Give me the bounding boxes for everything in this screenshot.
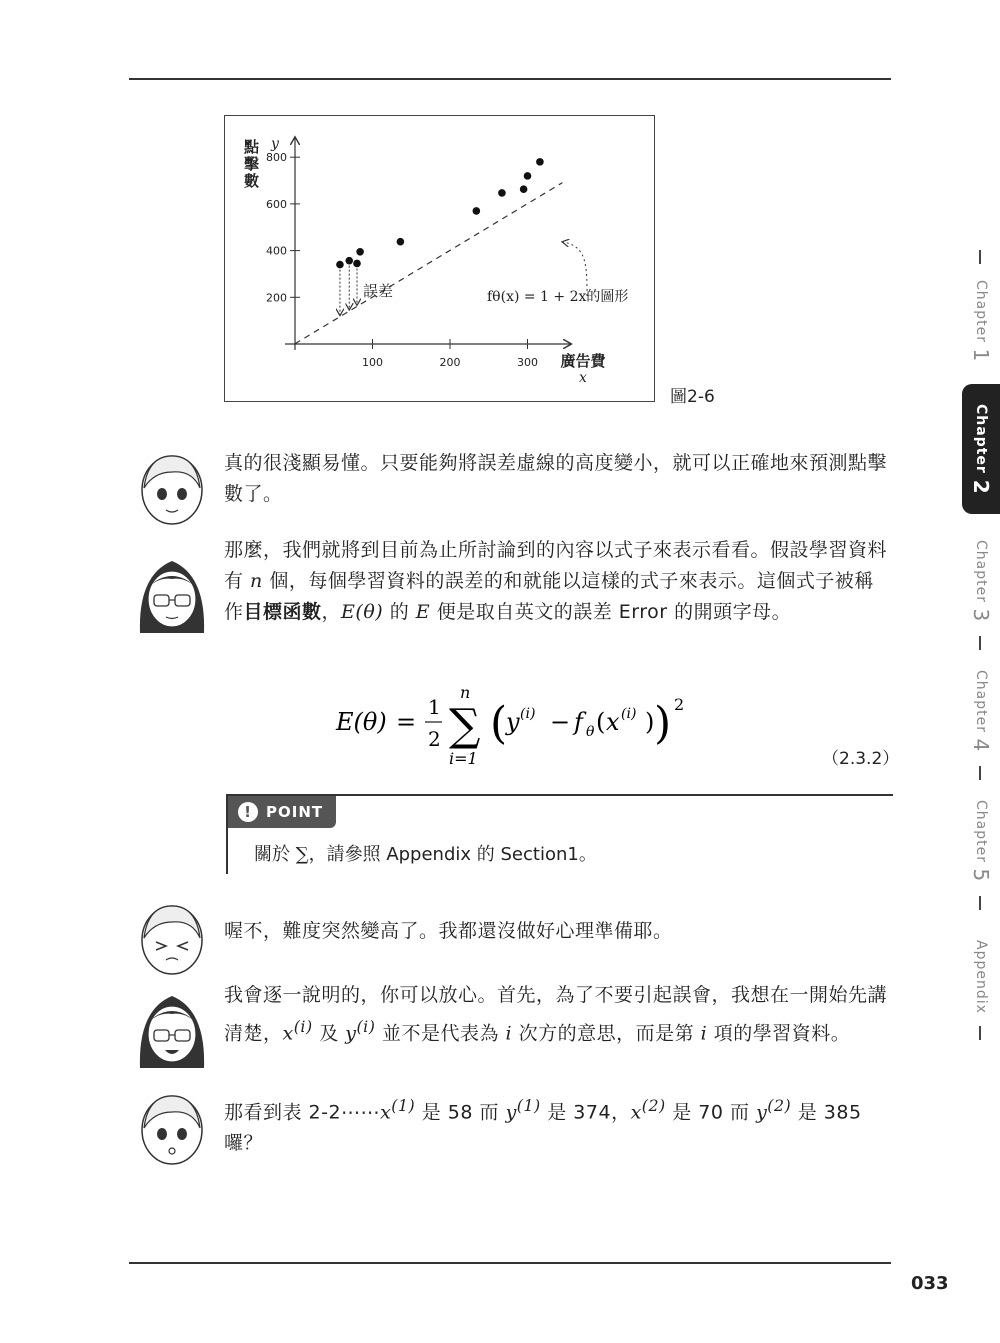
y-axis-variable: y bbox=[271, 136, 279, 152]
objective-function-equation bbox=[336, 683, 696, 784]
data-point bbox=[353, 260, 361, 268]
point-label: POINT bbox=[266, 803, 324, 821]
x-axis-variable: x bbox=[579, 370, 587, 386]
y-axis-label-char: 擊 bbox=[244, 155, 260, 173]
svg-text:x: x bbox=[606, 708, 620, 736]
data-point bbox=[536, 158, 544, 166]
dialogue-5-text: 那看到表 $2-2\cdots\cdots x^{(1)}$ 是 58 而 $y^{(1)}$ 是 374，$x^{(2)}$ 是 70 而 $y^{(2)}$ 是 385 囉？ bbox=[224, 1096, 862, 1155]
scatter-chart bbox=[225, 116, 654, 401]
regression-line bbox=[295, 183, 562, 344]
dialogue-2-text: 那麼，我們就將到目前為止所討論到的內容以式子來表示看看。假設學習資料有 n 個，每個學習資料的誤差的和就能以這樣的式子來表示。這個式子被稱作目標函數，E(θ) 的 E 便是取自英文的誤差 Error 的開頭字母。 bbox=[224, 539, 888, 623]
svg-text:f: f bbox=[574, 708, 583, 736]
girl-light-hair-surprised-avatar-icon bbox=[134, 898, 210, 978]
svg-text:i=1: i=1 bbox=[449, 749, 478, 768]
y-tick-label: 200 bbox=[266, 291, 287, 305]
dialogue-1-text: 真的很淺顯易懂。只要能夠將誤差虛線的高度變小，就可以正確地來預測點擊數了。 bbox=[224, 452, 888, 505]
data-point bbox=[397, 238, 405, 246]
footer-rule bbox=[129, 1262, 891, 1264]
x-axis-label: 廣告費 bbox=[560, 352, 606, 370]
girl-light-hair-thinking-avatar-icon bbox=[134, 1088, 210, 1168]
girl-glasses-avatar-icon bbox=[134, 555, 210, 635]
exclamation-icon: ! bbox=[238, 802, 258, 822]
x-tick-label: 100 bbox=[362, 356, 383, 369]
chapter-tab-5[interactable]: Chapter 5 bbox=[969, 800, 993, 883]
y-axis-label-char: 點 bbox=[244, 138, 260, 156]
equation-number: （2.3.2） bbox=[822, 749, 900, 769]
chapter-tab-2[interactable]: Chapter 2 bbox=[962, 384, 1000, 514]
x-tick-label: 300 bbox=[517, 356, 538, 369]
figure-caption: 圖2-6 bbox=[670, 387, 715, 407]
point-text: 關於 ∑，請參照 Appendix 的 Section1。 bbox=[254, 844, 597, 865]
y-axis-label-char: 數 bbox=[244, 172, 260, 190]
x-tick-label: 200 bbox=[439, 356, 461, 369]
y-tick-label: 600 bbox=[266, 197, 287, 211]
data-point bbox=[498, 189, 506, 197]
svg-text:): ) bbox=[645, 708, 655, 736]
svg-text:1: 1 bbox=[428, 695, 441, 719]
svg-text:y: y bbox=[506, 708, 520, 736]
scatter-figure bbox=[224, 115, 655, 402]
error-label: 誤差 bbox=[363, 282, 394, 300]
point-tag bbox=[228, 796, 336, 828]
chapter-divider bbox=[979, 1026, 981, 1040]
svg-text:n: n bbox=[460, 683, 471, 702]
left-paren: ( bbox=[490, 698, 508, 749]
chapter-divider bbox=[979, 250, 981, 264]
svg-text:2: 2 bbox=[428, 727, 441, 751]
svg-text:=: = bbox=[396, 708, 417, 736]
chapter-tab-1[interactable]: Chapter 1 bbox=[969, 280, 993, 363]
chapter-divider bbox=[979, 766, 981, 780]
right-paren: ) bbox=[654, 698, 672, 749]
chapter-tab-3[interactable]: Chapter 3 bbox=[969, 540, 993, 623]
data-point bbox=[345, 257, 353, 265]
sum-sign: ∑ bbox=[449, 700, 481, 751]
dialogue-4-text: 我會逐一說明的，你可以放心。首先，為了不要引起誤會，我想在一開始先講清楚，$x^{(i)}$ 及 $y^{(i)}$ 並不是代表為 i 次方的意思，而是第 i 項的學習資料。 bbox=[224, 984, 888, 1045]
chapter-tab-4[interactable]: Chapter 4 bbox=[969, 670, 993, 753]
svg-text:(: ( bbox=[596, 708, 606, 736]
svg-text:(i): (i) bbox=[520, 706, 536, 722]
dialogue-3-text: 喔不，難度突然變高了。我都還沒做好心理準備耶。 bbox=[224, 920, 673, 942]
girl-glasses-wink-avatar-icon bbox=[134, 990, 210, 1070]
data-point bbox=[524, 172, 532, 180]
y-tick-label: 800 bbox=[266, 151, 287, 165]
svg-text:(i): (i) bbox=[621, 706, 637, 722]
svg-text:E(θ): E(θ) bbox=[336, 708, 387, 736]
point-box bbox=[226, 794, 893, 874]
chapter-divider bbox=[979, 636, 981, 650]
svg-text:−: − bbox=[550, 708, 571, 736]
line-label: fθ(x) = 1 + 2x的圖形 bbox=[487, 289, 629, 305]
data-point bbox=[473, 207, 481, 215]
data-point bbox=[356, 248, 364, 256]
chapter-divider bbox=[979, 896, 981, 910]
line-pointer bbox=[563, 242, 587, 296]
girl-light-hair-avatar-icon bbox=[134, 448, 210, 528]
data-point bbox=[520, 185, 528, 193]
header-rule bbox=[129, 78, 891, 80]
y-tick-label: 400 bbox=[266, 244, 287, 258]
page-number: 033 bbox=[911, 1273, 949, 1294]
svg-text:θ: θ bbox=[586, 724, 595, 740]
svg-text:2: 2 bbox=[674, 695, 685, 714]
chapter-tab-appendix[interactable]: Appendix bbox=[973, 940, 989, 1014]
data-point bbox=[336, 261, 344, 269]
